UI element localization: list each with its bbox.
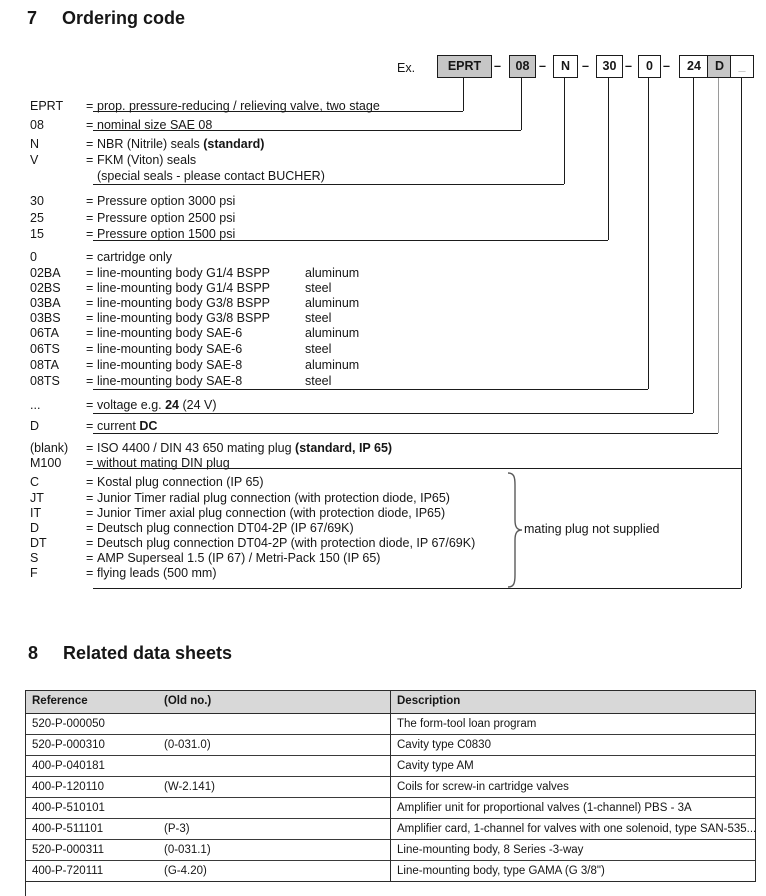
equals-sign: = [86,456,94,470]
equals-sign: = [86,441,94,455]
reference-cell: 400-P-120110 [32,781,105,793]
equals-sign: = [86,419,94,433]
equals-sign: = [86,99,94,113]
description-cell: Amplifier unit for proportional valves (1-channel) PBS - 3A [397,802,692,814]
ordering-code-label: EPRT [30,99,64,113]
code-separator-dash: – [494,59,501,73]
ordering-row [0,506,766,520]
equals-sign: = [86,475,94,489]
ordering-code-label: ... [30,398,41,412]
ordering-code-description: cartridge only [97,250,173,264]
ordering-row [0,358,766,372]
body-material: steel [305,281,332,295]
code-box-0: 0 [638,55,661,78]
ordering-row [0,551,766,565]
ordering-code-description: Kostal plug connection (IP 65) [97,475,264,489]
equals-sign: = [86,491,94,505]
ordering-code-label: 03BA [30,296,61,310]
body-material: steel [305,342,332,356]
code-box-08: 08 [509,55,536,78]
ordering-code-label: C [30,475,40,489]
ordering-code-label: 25 [30,211,44,225]
equals-sign: = [86,536,94,550]
description-cell: Line-mounting body, type GAMA (G 3/8") [397,865,605,877]
equals-sign: = [86,153,94,167]
code-box-n: N [553,55,578,78]
reference-cell: 400-P-720111 [32,865,104,877]
ordering-row [0,137,766,151]
table-header-cell: Reference [32,695,88,707]
ordering-code-label: N [30,137,40,151]
section-8-number: 8 [28,643,39,663]
equals-sign: = [86,296,94,310]
ordering-row [0,398,766,412]
code-box-blank: _ [730,55,754,78]
ordering-code-label: 03BS [30,311,61,325]
body-material: aluminum [305,266,360,280]
ordering-row [0,266,766,280]
body-material: aluminum [305,358,360,372]
description-cell: The form-tool loan program [397,718,537,730]
equals-sign: = [86,250,94,264]
example-label: Ex. [397,61,416,75]
ordering-row [0,566,766,580]
ordering-row [0,441,766,455]
equals-sign: = [86,311,94,325]
ordering-code-description: line-mounting body G3/8 BSPP [97,296,271,310]
ordering-code-label: 02BS [30,281,61,295]
reference-cell: 520-P-000311 [32,844,105,856]
ordering-row [0,99,766,113]
table-left-border-stub [25,881,26,896]
ordering-code-label: 02BA [30,266,61,280]
ordering-row [0,475,766,489]
old-no-cell: (0-031.0) [164,739,211,751]
ordering-code-description: line-mounting body SAE-8 [97,358,243,372]
ordering-row [0,250,766,264]
ordering-code-description: flying leads (500 mm) [97,566,217,580]
ordering-code-label: 15 [30,227,44,241]
ordering-code-label: 0 [30,250,37,264]
ordering-code-description: Deutsch plug connection DT04-2P (with protection diode, IP 67/69K) [97,536,476,550]
ordering-code-description: line-mounting body G3/8 BSPP [97,311,271,325]
ordering-code-description: line-mounting body SAE-8 [97,374,243,388]
ordering-code-label: DT [30,536,47,550]
ordering-code-description: line-mounting body SAE-6 [97,342,243,356]
ordering-code-description: Pressure option 3000 psi [97,194,236,208]
ordering-code-label: D [30,521,40,535]
ordering-code-label: IT [30,506,42,520]
equals-sign: = [86,194,94,208]
ordering-code-description: nominal size SAE 08 [97,118,213,132]
ordering-row [0,227,766,241]
ordering-row [0,153,766,167]
ordering-row [0,194,766,208]
ordering-row [0,536,766,550]
section-8-title: Related data sheets [63,643,233,663]
table-header-cell: Description [397,695,461,707]
code-box-30: 30 [596,55,623,78]
description-cell: Amplifier card, 1-channel for valves with one solenoid, type SAN-535... [397,823,757,835]
diagram-rule [93,184,564,185]
ordering-code-description: current DC [97,419,158,433]
section-8-heading [28,643,233,664]
old-no-cell: (G-4.20) [164,865,207,877]
section-7-heading [27,8,186,29]
code-separator-dash: – [625,59,632,73]
old-no-cell: (P-3) [164,823,190,835]
reference-cell: 520-P-000050 [32,718,105,730]
equals-sign: = [86,551,94,565]
ordering-code-description: Junior Timer radial plug connection (with protection diode, IP65) [97,491,450,505]
related-data-sheets-table [25,690,756,882]
code-box-eprt: EPRT [437,55,492,78]
reference-cell: 520-P-000310 [32,739,105,751]
ordering-code-description: Pressure option 2500 psi [97,211,236,225]
equals-sign: = [86,506,94,520]
ordering-code-description: (special seals - please contact BUCHER) [97,169,325,183]
ordering-code-description: without mating DIN plug [97,456,230,470]
equals-sign: = [86,566,94,580]
body-material: aluminum [305,326,360,340]
ordering-code-label: M100 [30,456,62,470]
ordering-code-label: 08TS [30,374,60,388]
diagram-rule [93,413,693,414]
old-no-cell: (0-031.1) [164,844,211,856]
ordering-code-description: AMP Superseal 1.5 (IP 67) / Metri-Pack 150 (IP 65) [97,551,381,565]
description-cell: Cavity type C0830 [397,739,491,751]
table-header-cell: (Old no.) [164,695,212,707]
diagram-rule [93,588,741,589]
code-box-d: D [707,55,732,78]
ordering-code-description: prop. pressure-reducing / relieving valve, two stage [97,99,380,113]
ordering-row [0,374,766,388]
ordering-row [0,491,766,505]
ordering-code-description: line-mounting body G1/4 BSPP [97,266,271,280]
equals-sign: = [86,398,94,412]
code-separator-dash: – [539,59,546,73]
equals-sign: = [86,326,94,340]
ordering-code-description: line-mounting body G1/4 BSPP [97,281,271,295]
old-no-cell: (W-2.141) [164,781,215,793]
section-7-title: Ordering code [62,8,186,28]
ordering-code-label: F [30,566,38,580]
table-column-divider [390,691,391,881]
ordering-code-label: D [30,419,40,433]
code-box-24: 24 [679,55,709,78]
grouping-brace [506,471,524,589]
description-cell: Coils for screw-in cartridge valves [397,781,569,793]
ordering-code-description: Junior Timer axial plug connection (with protection diode, IP65) [97,506,446,520]
ordering-code-label: S [30,551,39,565]
ordering-row [0,118,766,132]
reference-cell: 400-P-040181 [32,760,105,772]
ordering-row [0,342,766,356]
ordering-row [0,456,766,470]
ordering-row [0,311,766,325]
diagram-rule [93,389,648,390]
ordering-row [0,211,766,225]
ordering-code-label: 06TA [30,326,59,340]
ordering-code-label: (blank) [30,441,69,455]
equals-sign: = [86,374,94,388]
ordering-code-label: 30 [30,194,44,208]
ordering-code-label: 08 [30,118,44,132]
ordering-code-description: line-mounting body SAE-6 [97,326,243,340]
diagram-rule [93,433,718,434]
description-cell: Line-mounting body, 8 Series -3-way [397,844,584,856]
ordering-row [0,296,766,310]
equals-sign: = [86,521,94,535]
ordering-row [0,281,766,295]
ordering-code-description: voltage e.g. 24 (24 V) [97,398,217,412]
code-separator-dash: – [663,59,670,73]
ordering-code-label: 08TA [30,358,59,372]
ordering-row [0,326,766,340]
section-7-number: 7 [27,8,38,28]
ordering-code-label: JT [30,491,44,505]
equals-sign: = [86,281,94,295]
mating-plug-note: mating plug not supplied [524,522,660,536]
ordering-code-label: 06TS [30,342,60,356]
reference-cell: 400-P-510101 [32,802,105,814]
body-material: steel [305,374,332,388]
ordering-code-description: Deutsch plug connection DT04-2P (IP 67/69K) [97,521,354,535]
ordering-code-description: NBR (Nitrile) seals (standard) [97,137,265,151]
ordering-code-description: FKM (Viton) seals [97,153,197,167]
ordering-row [0,169,766,183]
code-separator-dash: – [582,59,589,73]
equals-sign: = [86,266,94,280]
reference-cell: 400-P-511101 [32,823,104,835]
equals-sign: = [86,342,94,356]
ordering-code-description: Pressure option 1500 psi [97,227,236,241]
equals-sign: = [86,227,94,241]
equals-sign: = [86,211,94,225]
ordering-row [0,419,766,433]
description-cell: Cavity type AM [397,760,474,772]
equals-sign: = [86,358,94,372]
equals-sign: = [86,118,94,132]
equals-sign: = [86,137,94,151]
body-material: steel [305,311,332,325]
ordering-code-description: ISO 4400 / DIN 43 650 mating plug (standard, IP 65) [97,441,393,455]
ordering-code-label: V [30,153,39,167]
body-material: aluminum [305,296,360,310]
